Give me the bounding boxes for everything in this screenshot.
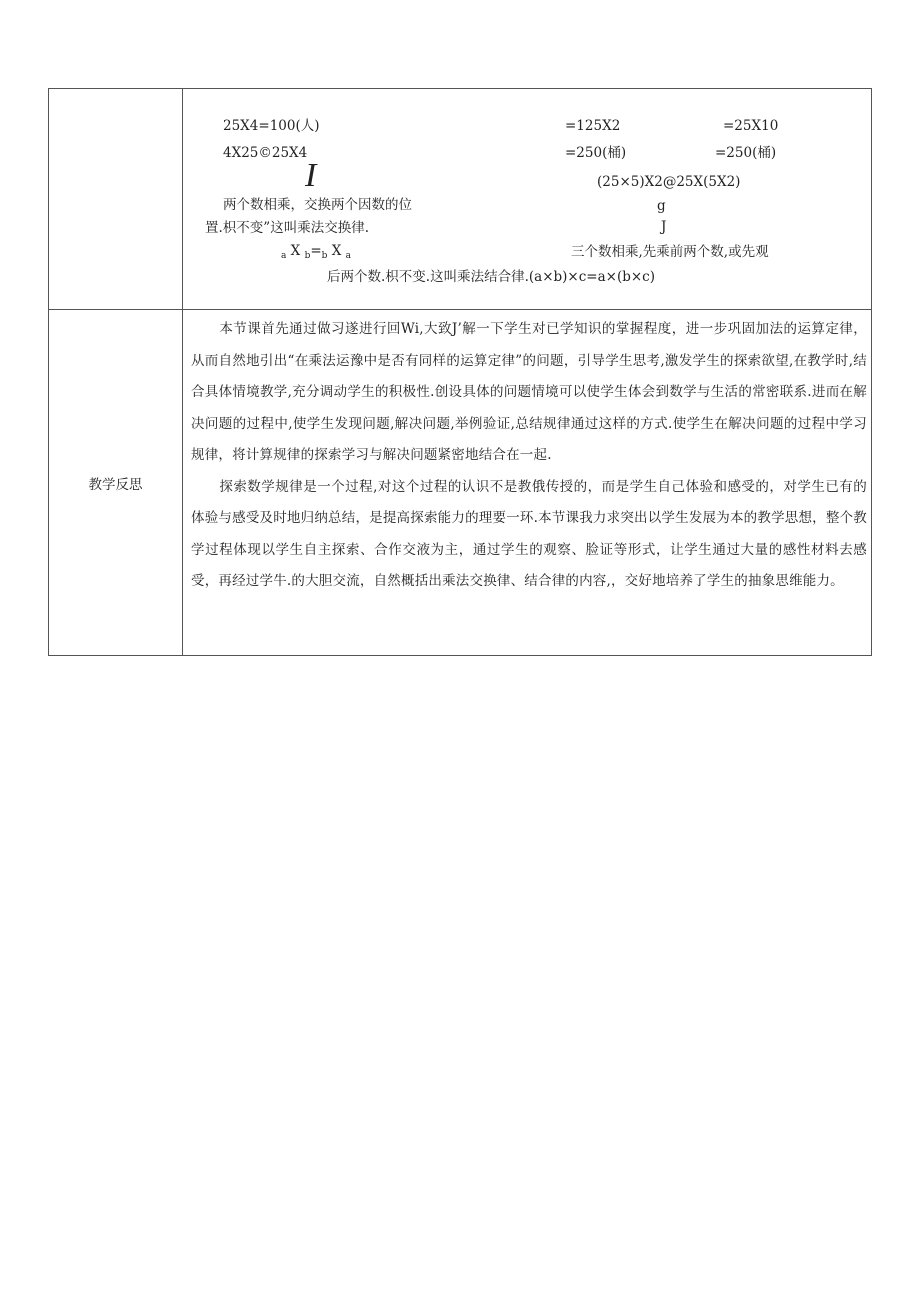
math-right-1: =125X2 — [565, 118, 621, 134]
reflection-text — [191, 314, 867, 598]
reflection-paragraph-2: 探索数学规律是一个过程,对这个过程的认识不是教俄传授的，而是学生自己体验和感受的，对学生已有的体验与感受及时地归纳总结，是提高探索能力的理要一环.本节课我力求突出以学生发展为本的教学思想，整个教学过程体现以学生自主探索、合作交液为主，通过学生的观察、脸证等形式，让学生通过大量的感性材料去感受，再经过学牛.的大胆交流，自然概括出乘法交换律、结合律的内容,，交好地培养了学生的抽象思维能力。 — [191, 478, 867, 589]
math-right-2b: =250(桶) — [715, 145, 777, 161]
math-right-2: =250(桶) — [565, 145, 627, 161]
reflection-paragraph-1: 本节课首先通过做习遂进行回Wi,大致J’解一下学生对已学知识的掌握程度，进一步巩固加法的运算定律，从而自然地引出“在乘法运豫中是否有同样的运算定律”的问题，引导学生思考,激发学生的探索欲望,在教学时,结合具体情境教学,充分调动学生的积极性.创设具体的问题情境可以使学生体会到数学与生活的常密联系.进而在解决问题的过程中,使学生发现问题,解决问题,举例验证,总结规律通过这样的方式.使学生在解决问题的过程中学习规律，将计算规律的探索学习与解决问题紧密地结合在一起. — [191, 321, 867, 463]
math-line-4: 置.枳不变”这叫乘法交换律. — [205, 220, 369, 236]
formula-x2: X — [331, 243, 342, 259]
math-j: J — [661, 219, 667, 235]
formula-b1: b — [304, 251, 311, 261]
math-right-3: (25×5)X2@25X(5X2) — [597, 174, 741, 190]
formula-x1: X — [290, 243, 301, 259]
formula-b2: b — [321, 251, 328, 261]
column-divider — [182, 89, 183, 655]
row-divider — [49, 309, 871, 310]
math-line-1: 25X4=100(人) — [223, 118, 320, 134]
math-g: g — [657, 198, 666, 214]
formula-a1: a — [281, 251, 287, 261]
lesson-table — [48, 88, 872, 656]
formula-eq: = — [310, 243, 322, 259]
formula-a2: a — [345, 251, 352, 261]
reflection-label: 教学反思 — [88, 477, 143, 493]
math-line-2: 4X25©25X4 — [223, 145, 308, 161]
math-big-i: I — [305, 157, 317, 194]
math-right-5: 后两个数.枳不变.这叫乘法结合律.(a×b)×c=a×(b×c) — [327, 269, 656, 285]
math-line-3: 两个数相乘，交换两个因数的位 — [223, 197, 412, 213]
commutative-formula — [281, 243, 351, 264]
math-right-1b: =25X10 — [723, 118, 779, 134]
math-right-4: 三个数相乘,先乘前两个数,或先观 — [571, 244, 769, 260]
